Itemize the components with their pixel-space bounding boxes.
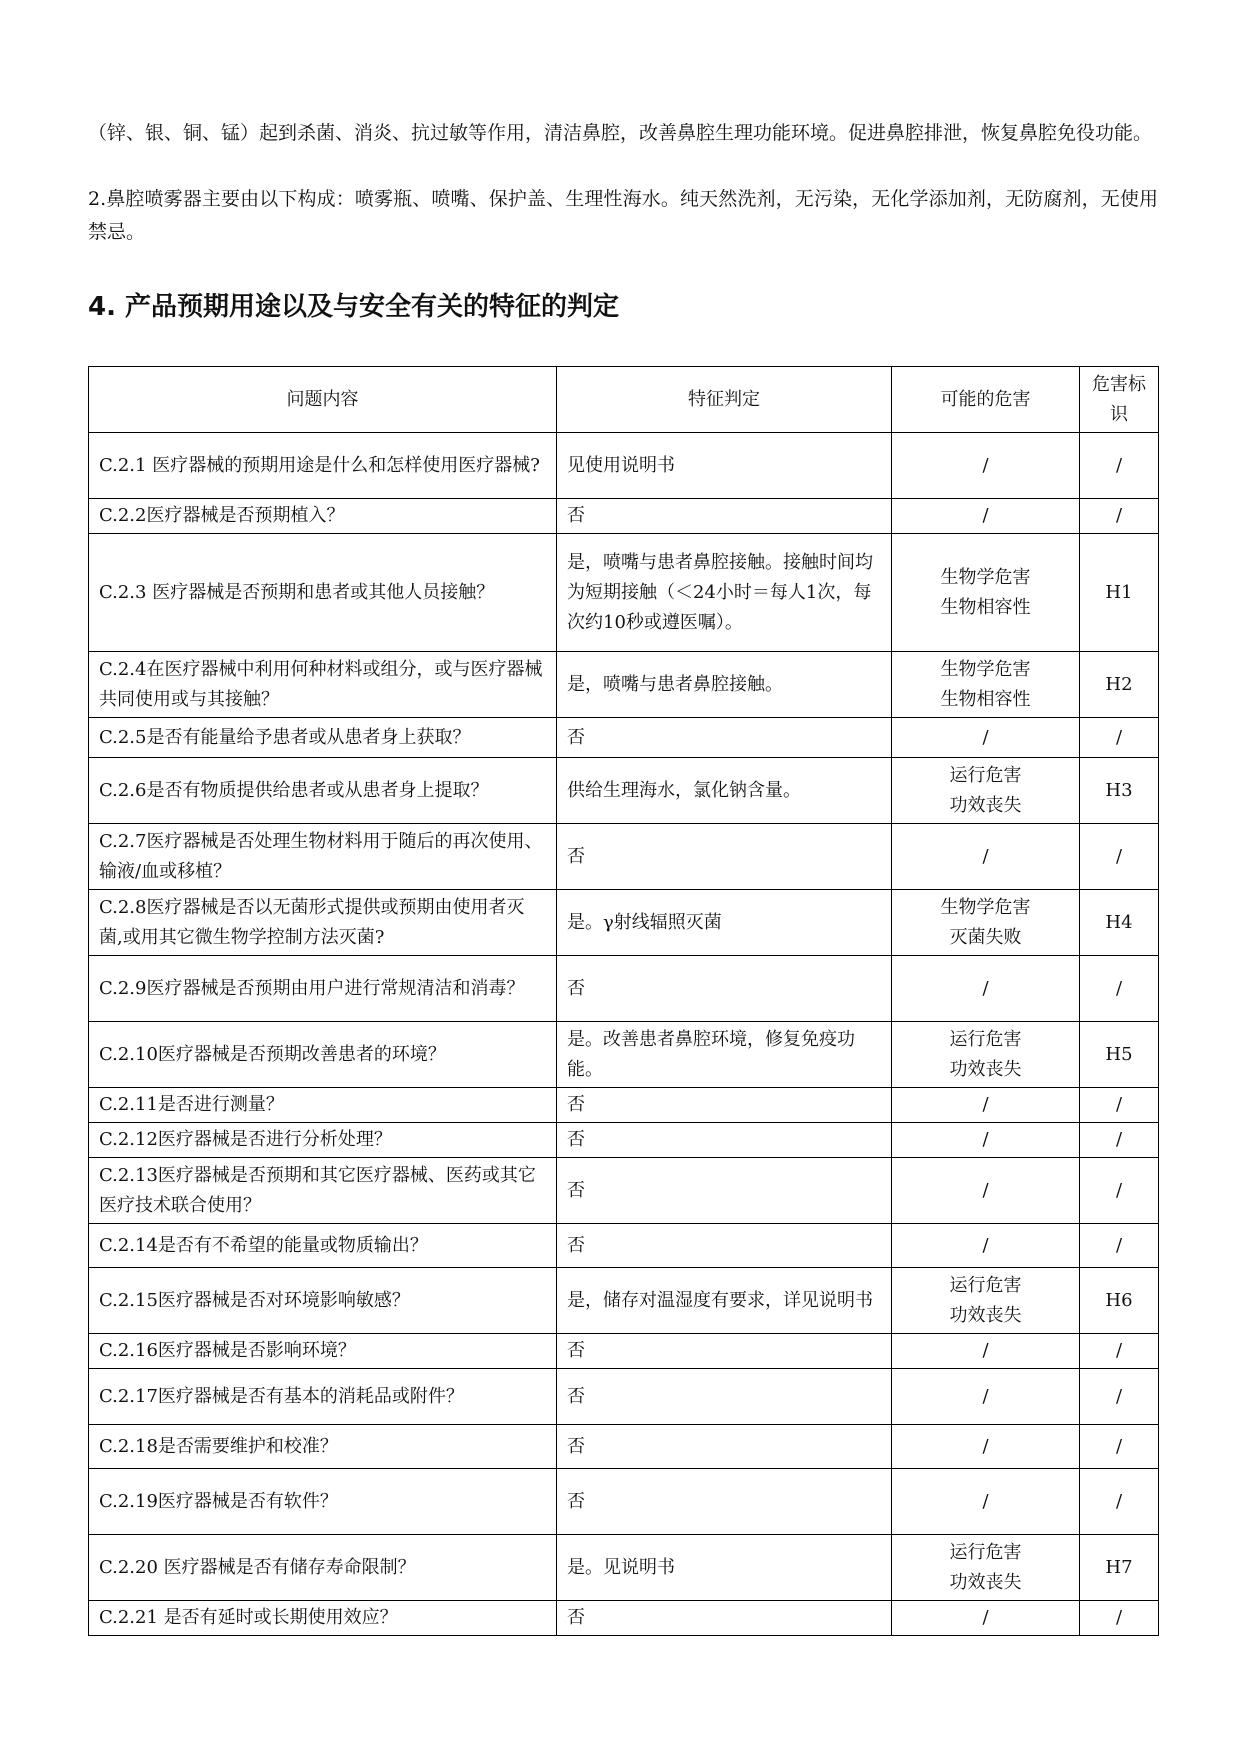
feature-cell: 否 xyxy=(557,1469,892,1535)
table-row xyxy=(89,1158,1159,1224)
hazard-line-2: 功效丧失 xyxy=(949,794,1022,816)
hazard-line-1: / xyxy=(982,1094,989,1115)
risk-characteristics-table xyxy=(88,366,1159,1636)
table-row xyxy=(89,1601,1159,1636)
hazard-line-2: 功效丧失 xyxy=(949,1058,1022,1080)
question-cell: C.2.21 是否有延时或长期使用效应？ xyxy=(89,1601,557,1636)
question-cell: C.2.17医疗器械是否有基本的消耗品或附件？ xyxy=(89,1369,557,1425)
hazard-cell xyxy=(892,1425,1080,1469)
feature-cell: 供给生理海水，氯化钠含量。 xyxy=(557,758,892,824)
hazard-id-cell: / xyxy=(1080,718,1159,758)
hazard-line-1: / xyxy=(982,1385,989,1407)
feature-cell: 是。见说明书 xyxy=(557,1535,892,1601)
hazard-cell xyxy=(892,718,1080,758)
hazard-id-cell: H7 xyxy=(1080,1535,1159,1601)
hazard-cell xyxy=(892,1158,1080,1224)
hazard-cell xyxy=(892,1088,1080,1123)
table-row xyxy=(89,1268,1159,1334)
hazard-cell xyxy=(892,1469,1080,1535)
feature-cell: 否 xyxy=(557,824,892,890)
hazard-cell xyxy=(892,1535,1080,1601)
hazard-line-1: 运行危害 xyxy=(949,1028,1022,1050)
question-cell: C.2.16医疗器械是否影响环境？ xyxy=(89,1334,557,1369)
table-row xyxy=(89,956,1159,1022)
hazard-id-cell: / xyxy=(1080,1369,1159,1425)
section-title: 4. 产品预期用途以及与安全有关的特征的判定 xyxy=(88,292,620,322)
feature-cell: 否 xyxy=(557,1224,892,1268)
hazard-cell xyxy=(892,534,1080,652)
feature-cell: 见使用说明书 xyxy=(557,433,892,499)
table-row xyxy=(89,1022,1159,1088)
intro-paragraph-1: （锌、银、铜、锰）起到杀菌、消炎、抗过敏等作用，清洁鼻腔，改善鼻腔生理功能环境。促进鼻腔排泄，恢复鼻腔免役功能。 xyxy=(88,122,1153,144)
feature-cell: 否 xyxy=(557,1334,892,1369)
hazard-line-1: 生物学危害 xyxy=(940,566,1031,588)
hazard-cell xyxy=(892,1334,1080,1369)
hazard-cell xyxy=(892,499,1080,534)
hazard-cell xyxy=(892,1224,1080,1268)
hazard-id-cell: / xyxy=(1080,1123,1159,1158)
hazard-line-2: 灭菌失败 xyxy=(949,926,1022,948)
hazard-line-1: / xyxy=(982,505,989,526)
hazard-id-cell: / xyxy=(1080,1425,1159,1469)
question-cell: C.2.6是否有物质提供给患者或从患者身上提取？ xyxy=(89,758,557,824)
hazard-line-2: 生物相容性 xyxy=(940,596,1031,618)
hazard-id-cell: / xyxy=(1080,433,1159,499)
question-cell: C.2.18是否需要维护和校准？ xyxy=(89,1425,557,1469)
hazard-cell xyxy=(892,956,1080,1022)
feature-cell: 否 xyxy=(557,1601,892,1636)
hazard-id-cell: H1 xyxy=(1080,534,1159,652)
hazard-cell xyxy=(892,1022,1080,1088)
question-cell: C.2.3 医疗器械是否预期和患者或其他人员接触？ xyxy=(89,534,557,652)
question-cell: C.2.12医疗器械是否进行分析处理？ xyxy=(89,1123,557,1158)
hazard-id-cell: H2 xyxy=(1080,652,1159,718)
hazard-id-cell: / xyxy=(1080,1088,1159,1123)
feature-cell: 否 xyxy=(557,499,892,534)
question-cell: C.2.4在医疗器械中利用何种材料或组分，或与医疗器械共同使用或与其接触？ xyxy=(89,652,557,718)
table-row xyxy=(89,1469,1159,1535)
hazard-id-cell: H4 xyxy=(1080,890,1159,956)
question-cell: C.2.10医疗器械是否预期改善患者的环境？ xyxy=(89,1022,557,1088)
table-row xyxy=(89,1535,1159,1601)
hazard-line-1: / xyxy=(982,1340,989,1361)
hazard-id-cell: / xyxy=(1080,824,1159,890)
hazard-line-1: / xyxy=(982,1179,989,1201)
question-cell: C.2.11是否进行测量？ xyxy=(89,1088,557,1123)
hazard-cell xyxy=(892,1601,1080,1636)
feature-cell: 否 xyxy=(557,1088,892,1123)
hazard-cell xyxy=(892,652,1080,718)
hazard-id-cell: / xyxy=(1080,1334,1159,1369)
hazard-cell xyxy=(892,433,1080,499)
hazard-line-1: / xyxy=(982,845,989,867)
feature-cell: 否 xyxy=(557,956,892,1022)
header-question: 问题内容 xyxy=(89,367,557,433)
hazard-id-cell: / xyxy=(1080,1224,1159,1268)
question-cell: C.2.5是否有能量给予患者或从患者身上获取？ xyxy=(89,718,557,758)
table-row xyxy=(89,499,1159,534)
hazard-id-cell: H6 xyxy=(1080,1268,1159,1334)
hazard-id-cell: / xyxy=(1080,1469,1159,1535)
hazard-line-1: / xyxy=(982,726,989,748)
hazard-cell xyxy=(892,1123,1080,1158)
question-cell: C.2.19医疗器械是否有软件？ xyxy=(89,1469,557,1535)
question-cell: C.2.7医疗器械是否处理生物材料用于随后的再次使用、输液/血或移植？ xyxy=(89,824,557,890)
hazard-line-1: 运行危害 xyxy=(949,1274,1022,1296)
table-header-row xyxy=(89,367,1159,433)
hazard-line-1: / xyxy=(982,1435,989,1457)
table-row xyxy=(89,718,1159,758)
table-row xyxy=(89,1123,1159,1158)
hazard-line-1: 生物学危害 xyxy=(940,658,1031,680)
table-row xyxy=(89,1088,1159,1123)
feature-cell: 是。改善患者鼻腔环境，修复免疫功能。 xyxy=(557,1022,892,1088)
hazard-line-1: 运行危害 xyxy=(949,764,1022,786)
hazard-line-2: 功效丧失 xyxy=(949,1571,1022,1593)
intro-paragraph-2: 2.鼻腔喷雾器主要由以下构成：喷雾瓶、喷嘴、保护盖、生理性海水。纯天然洗剂，无污染，无化学添加剂，无防腐剂，无使用禁忌。 xyxy=(88,188,1158,243)
question-cell: C.2.13医疗器械是否预期和其它医疗器械、医药或其它医疗技术联合使用？ xyxy=(89,1158,557,1224)
hazard-id-cell: / xyxy=(1080,1601,1159,1636)
feature-cell: 否 xyxy=(557,1158,892,1224)
question-cell: C.2.2医疗器械是否预期植入？ xyxy=(89,499,557,534)
feature-cell: 否 xyxy=(557,1425,892,1469)
table-row xyxy=(89,890,1159,956)
hazard-id-cell: H5 xyxy=(1080,1022,1159,1088)
hazard-line-1: / xyxy=(982,1490,989,1512)
table-row xyxy=(89,534,1159,652)
hazard-line-1: 运行危害 xyxy=(949,1541,1022,1563)
hazard-id-cell: H3 xyxy=(1080,758,1159,824)
question-cell: C.2.8医疗器械是否以无菌形式提供或预期由使用者灭菌,或用其它微生物学控制方法灭菌? xyxy=(89,890,557,956)
hazard-cell xyxy=(892,890,1080,956)
hazard-line-1: / xyxy=(982,454,989,476)
header-feature: 特征判定 xyxy=(557,367,892,433)
hazard-cell xyxy=(892,1369,1080,1425)
question-cell: C.2.15医疗器械是否对环境影响敏感？ xyxy=(89,1268,557,1334)
hazard-line-1: / xyxy=(982,1129,989,1150)
hazard-line-2: 生物相容性 xyxy=(940,688,1031,710)
hazard-id-cell: / xyxy=(1080,499,1159,534)
table-row xyxy=(89,1224,1159,1268)
header-hazard-id: 危害标识 xyxy=(1080,367,1159,433)
feature-cell: 是，喷嘴与患者鼻腔接触。 xyxy=(557,652,892,718)
table-row xyxy=(89,758,1159,824)
feature-cell: 否 xyxy=(557,718,892,758)
feature-cell: 否 xyxy=(557,1369,892,1425)
table-row xyxy=(89,1425,1159,1469)
question-cell: C.2.20 医疗器械是否有储存寿命限制？ xyxy=(89,1535,557,1601)
question-cell: C.2.9医疗器械是否预期由用户进行常规清洁和消毒？ xyxy=(89,956,557,1022)
question-cell: C.2.14是否有不希望的能量或物质输出？ xyxy=(89,1224,557,1268)
feature-cell: 是。γ射线辐照灭菌 xyxy=(557,890,892,956)
hazard-line-2: 功效丧失 xyxy=(949,1304,1022,1326)
hazard-line-1: / xyxy=(982,1607,989,1628)
header-hazard: 可能的危害 xyxy=(892,367,1080,433)
hazard-cell xyxy=(892,824,1080,890)
table-row xyxy=(89,824,1159,890)
table-row xyxy=(89,433,1159,499)
feature-cell: 是，喷嘴与患者鼻腔接触。接触时间均为短期接触（＜24小时＝每人1次，每次约10秒或遵医嘱）。 xyxy=(557,534,892,652)
table-row xyxy=(89,1334,1159,1369)
hazard-line-1: / xyxy=(982,977,989,999)
hazard-cell xyxy=(892,1268,1080,1334)
feature-cell: 是，储存对温湿度有要求，详见说明书 xyxy=(557,1268,892,1334)
table-row xyxy=(89,1369,1159,1425)
hazard-id-cell: / xyxy=(1080,1158,1159,1224)
table-row xyxy=(89,652,1159,718)
hazard-line-1: / xyxy=(982,1234,989,1256)
hazard-cell xyxy=(892,758,1080,824)
hazard-id-cell: / xyxy=(1080,956,1159,1022)
question-cell: C.2.1 医疗器械的预期用途是什么和怎样使用医疗器械? xyxy=(89,433,557,499)
hazard-line-1: 生物学危害 xyxy=(940,896,1031,918)
feature-cell: 否 xyxy=(557,1123,892,1158)
